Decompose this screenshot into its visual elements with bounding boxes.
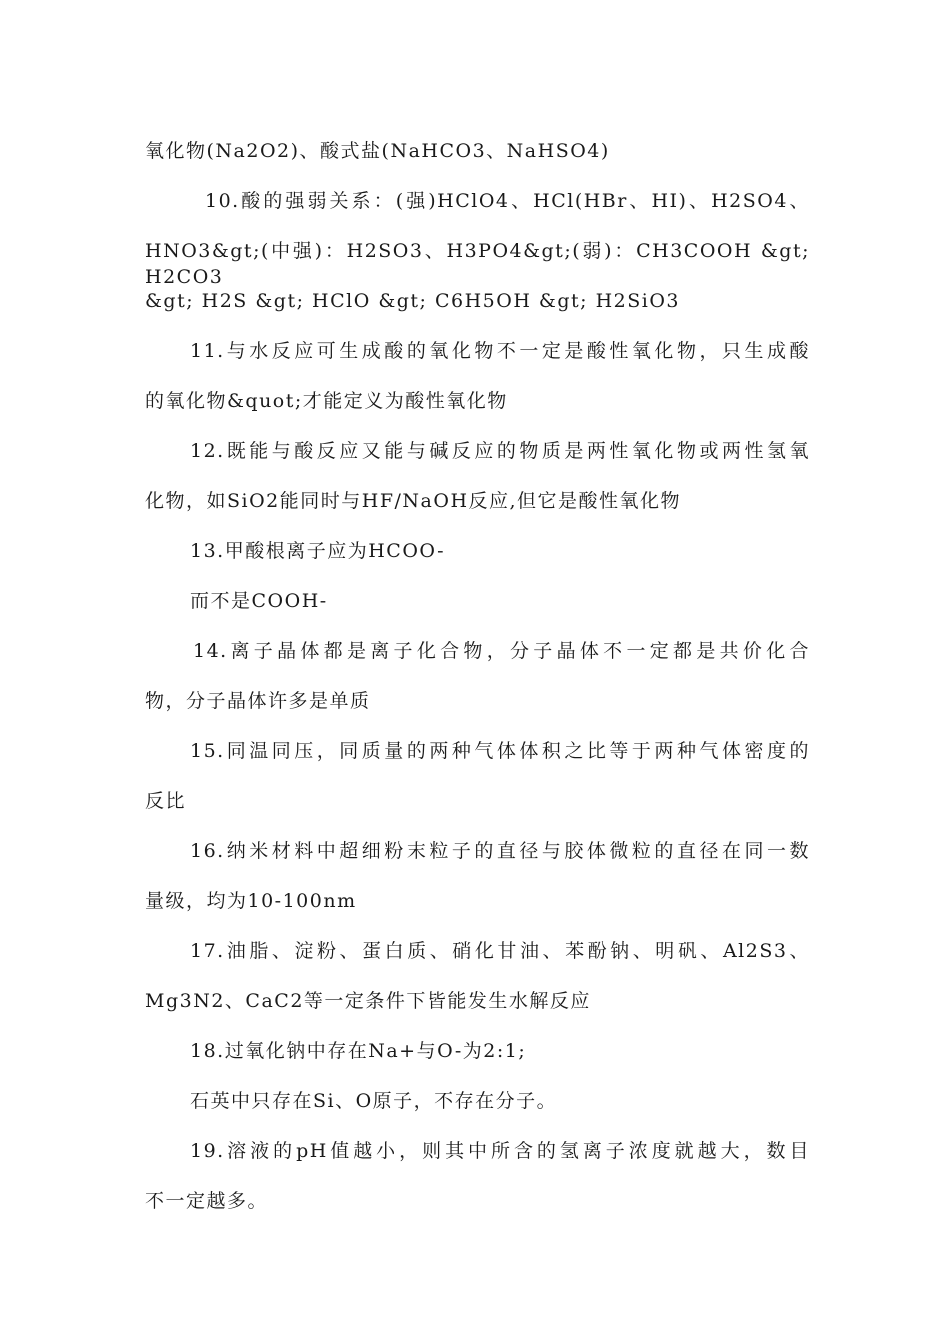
text-line: 量级，均为10-100nm bbox=[145, 890, 357, 912]
text-line: 13.甲酸根离子应为HCOO- bbox=[190, 540, 446, 562]
text-line: 11.与水反应可生成酸的氧化物不一定是酸性氧化物，只生成酸 bbox=[190, 340, 810, 362]
text-line: HNO3&gt;(中强)：H2SO3、H3PO4&gt;(弱)：CH3COOH &gt; H2CO3 bbox=[145, 240, 810, 288]
text-line: 不一定越多。 bbox=[145, 1190, 269, 1212]
text-line: 而不是COOH- bbox=[190, 590, 328, 612]
text-line: 10.酸的强弱关系：(强)HClO4、HCl(HBr、HI)、H2SO4、 bbox=[205, 190, 810, 212]
text-line: 石英中只存在Si、O原子，不存在分子。 bbox=[190, 1090, 558, 1112]
text-line: 物，分子晶体许多是单质 bbox=[145, 690, 371, 712]
text-line: 17.油脂、淀粉、蛋白质、硝化甘油、苯酚钠、明矾、Al2S3、 bbox=[190, 940, 810, 962]
text-line: 19.溶液的pH值越小，则其中所含的氢离子浓度就越大，数目 bbox=[190, 1140, 810, 1162]
text-line: 反比 bbox=[145, 790, 187, 812]
text-line: 化物，如SiO2能同时与HF/NaOH反应,但它是酸性氧化物 bbox=[145, 490, 682, 512]
text-line: 12.既能与酸反应又能与碱反应的物质是两性氧化物或两性氢氧 bbox=[190, 440, 810, 462]
text-line: 15.同温同压，同质量的两种气体体积之比等于两种气体密度的 bbox=[190, 740, 810, 762]
text-line: 18.过氧化钠中存在Na+与O-为2:1; bbox=[190, 1040, 527, 1062]
text-line: 16.纳米材料中超细粉末粒子的直径与胶体微粒的直径在同一数 bbox=[190, 840, 810, 862]
text-line: 14.离子晶体都是离子化合物，分子晶体不一定都是共价化合 bbox=[193, 640, 810, 662]
text-line: &gt; H2S &gt; HClO &gt; C6H5OH &gt; H2SiO3 bbox=[145, 290, 681, 312]
text-line: 的氧化物&quot;才能定义为酸性氧化物 bbox=[145, 390, 508, 412]
text-line: Mg3N2、CaC2等一定条件下皆能发生水解反应 bbox=[145, 990, 591, 1012]
text-line: 氧化物(Na2O2)、酸式盐(NaHCO3、NaHSO4) bbox=[145, 140, 610, 162]
